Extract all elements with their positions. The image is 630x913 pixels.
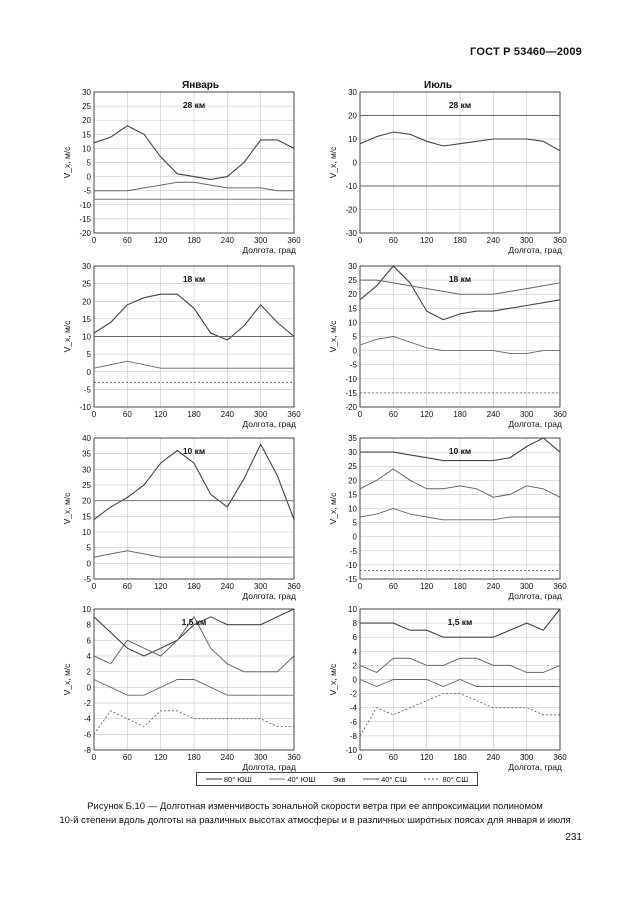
y-tick-label: 30: [348, 262, 357, 271]
y-tick-label: 10: [348, 504, 357, 514]
legend-swatch-solid: [363, 776, 379, 782]
y-tick-label: 10: [82, 332, 91, 342]
x-tick-label: 360: [553, 753, 567, 762]
x-tick-label: 120: [153, 582, 168, 591]
y-tick-label: 40: [82, 434, 91, 443]
y-axis-label: V_x, м/с: [328, 663, 338, 696]
x-tick-label: 60: [388, 582, 398, 591]
x-tick-label: 300: [253, 582, 268, 591]
x-tick-label: 60: [122, 753, 132, 762]
figure-caption: [30, 800, 600, 828]
y-tick-label: 15: [348, 304, 357, 314]
x-tick-label: 240: [220, 236, 235, 245]
y-tick-label: 25: [82, 102, 91, 112]
column-title-january: Январь: [182, 80, 220, 91]
y-tick-label: 10: [348, 318, 357, 328]
x-tick-label: 60: [122, 410, 132, 419]
caption-line: Рисунок Б.10 — Долготная изменчивость зональной скорости ветра при ее аппроксимации полиномом: [87, 801, 543, 812]
y-tick-label: -5: [83, 186, 91, 196]
y-tick-label: 30: [348, 88, 357, 97]
y-axis-label: V_x, м/с: [328, 320, 338, 353]
y-tick-label: -30: [345, 229, 357, 238]
x-tick-label: 240: [220, 582, 235, 591]
x-tick-label: 240: [486, 236, 501, 245]
chart-panel-jul-10km: [318, 434, 567, 601]
x-tick-label: 0: [357, 236, 363, 245]
y-tick-label: -15: [79, 214, 91, 224]
y-tick-label: 5: [86, 350, 91, 360]
chart-svg: [52, 262, 301, 429]
legend-item: [206, 775, 252, 784]
chart-svg: [52, 434, 301, 601]
chart-svg: [318, 605, 567, 772]
x-tick-label: 180: [187, 236, 201, 245]
altitude-label: 28 км: [182, 100, 206, 110]
y-tick-label: 0: [352, 346, 357, 356]
y-tick-label: 20: [82, 116, 91, 126]
legend-swatch-solid: [269, 776, 285, 782]
x-tick-label: 120: [153, 753, 168, 762]
y-tick-label: -8: [349, 731, 357, 741]
y-tick-label: 35: [348, 434, 357, 443]
y-tick-label: 35: [82, 449, 91, 459]
x-tick-label: 360: [287, 582, 301, 591]
y-tick-label: 0: [86, 559, 91, 569]
x-tick-label: 120: [419, 410, 434, 419]
y-tick-label: 2: [352, 661, 357, 671]
y-tick-label: 8: [352, 619, 357, 629]
chart-panel-jan-1-5km: [52, 605, 301, 772]
x-tick-label: 120: [153, 410, 168, 419]
y-tick-label: -5: [349, 360, 357, 370]
x-tick-label: 60: [388, 410, 398, 419]
x-axis-label: Долгота, град: [508, 762, 562, 772]
y-tick-label: 25: [348, 462, 357, 472]
x-tick-label: 60: [388, 753, 398, 762]
legend-swatch-solid: [206, 776, 222, 782]
y-tick-label: 4: [352, 647, 357, 657]
x-axis-label: Долгота, град: [508, 591, 562, 601]
chart-panel-jan-18km: [52, 262, 301, 429]
x-tick-label: 360: [287, 753, 301, 762]
chart-panel-jan-28km: [52, 88, 301, 255]
y-axis-label: V_x, м/с: [62, 146, 72, 179]
y-tick-label: -4: [349, 703, 357, 713]
x-tick-label: 0: [357, 582, 363, 591]
chart-panel-jan-10km: [52, 434, 301, 601]
y-tick-label: -15: [345, 388, 357, 398]
y-tick-label: 0: [352, 532, 357, 542]
y-tick-label: -2: [349, 689, 357, 699]
y-tick-label: 0: [86, 683, 91, 693]
y-tick-label: -2: [83, 699, 91, 708]
x-tick-label: 300: [519, 410, 534, 419]
y-tick-label: -8: [83, 746, 91, 755]
column-title-july: Июль: [424, 80, 452, 91]
y-tick-label: -10: [79, 200, 91, 210]
x-tick-label: 0: [91, 410, 97, 419]
legend-label: 80° СШ: [442, 774, 469, 784]
legend-label: 40° СШ: [381, 774, 407, 784]
y-axis-label: V_x, м/с: [62, 320, 72, 353]
chart-svg: [318, 434, 567, 601]
altitude-label: 10 км: [448, 446, 472, 456]
x-axis-label: Долгота, град: [242, 419, 296, 429]
y-tick-label: -15: [345, 575, 357, 584]
y-tick-label: 6: [352, 633, 357, 643]
y-tick-label: 8: [86, 620, 91, 630]
x-tick-label: 180: [187, 410, 201, 419]
y-tick-label: 10: [82, 605, 91, 614]
y-tick-label: 20: [82, 297, 91, 307]
x-tick-label: 240: [220, 753, 235, 762]
x-tick-label: 360: [553, 410, 567, 419]
y-tick-label: 4: [86, 652, 91, 661]
y-tick-label: -10: [79, 403, 91, 412]
page-number: 231: [565, 832, 582, 843]
x-tick-label: 300: [253, 753, 268, 762]
x-tick-label: 360: [287, 410, 301, 419]
y-tick-label: -10: [345, 746, 357, 755]
y-tick-label: -5: [349, 546, 357, 556]
y-tick-label: -10: [345, 374, 357, 384]
y-tick-label: 0: [352, 675, 357, 685]
altitude-label: 18 км: [182, 274, 206, 284]
x-tick-label: 60: [388, 236, 398, 245]
chart-panel-jul-1-5km: [318, 605, 567, 772]
x-tick-label: 0: [357, 410, 363, 419]
legend-label: 80° ЮШ: [223, 774, 252, 784]
x-axis-label: Долгота, град: [242, 762, 296, 772]
y-tick-label: 15: [82, 512, 91, 522]
altitude-label: 10 км: [182, 446, 206, 456]
x-tick-label: 180: [453, 753, 467, 762]
x-tick-label: 360: [553, 236, 567, 245]
x-tick-label: 180: [453, 410, 467, 419]
y-tick-label: 20: [348, 111, 357, 121]
y-tick-label: 20: [82, 496, 91, 506]
y-tick-label: -10: [345, 182, 357, 191]
legend-label: 40° ЮШ: [287, 774, 316, 784]
legend: [196, 772, 478, 786]
y-axis-label: V_x, м/с: [62, 663, 72, 696]
y-tick-label: -6: [83, 730, 91, 740]
legend-label: Экв: [332, 774, 346, 784]
y-tick-label: 5: [86, 543, 91, 553]
y-tick-label: 5: [86, 158, 91, 168]
x-tick-label: 120: [419, 236, 434, 245]
x-tick-label: 0: [91, 753, 97, 762]
x-tick-label: 300: [519, 582, 534, 591]
altitude-label: 28 км: [448, 100, 472, 110]
x-tick-label: 300: [519, 236, 534, 245]
y-tick-label: 5: [352, 332, 357, 342]
y-tick-label: 30: [348, 448, 357, 458]
x-tick-label: 60: [122, 236, 132, 245]
legend-swatch-dash: [424, 776, 440, 782]
y-tick-label: 5: [352, 518, 357, 528]
legend-item: [424, 775, 468, 784]
x-tick-label: 240: [220, 410, 235, 419]
x-axis-label: Долгота, град: [242, 591, 296, 601]
y-tick-label: 30: [82, 465, 91, 475]
x-tick-label: 180: [187, 753, 201, 762]
y-tick-label: 25: [82, 279, 91, 289]
y-tick-label: -5: [83, 575, 91, 584]
document-header: ГОСТ Р 53460—2009: [470, 46, 582, 58]
y-tick-label: 2: [86, 667, 91, 677]
x-axis-label: Долгота, град: [508, 419, 562, 429]
chart-svg: [52, 88, 301, 255]
x-axis-label: Долгота, град: [508, 245, 562, 255]
y-tick-label: 15: [82, 314, 91, 324]
caption-line: 10-й степени вдоль долготы на различных высотах атмосферы и в различных широтных поясах для января и июля: [59, 815, 571, 826]
y-tick-label: 10: [82, 144, 91, 154]
x-tick-label: 240: [486, 410, 501, 419]
x-tick-label: 300: [519, 753, 534, 762]
chart-svg: [52, 605, 301, 772]
x-tick-label: 300: [253, 410, 268, 419]
altitude-label: 18 км: [448, 274, 472, 284]
legend-item: [333, 775, 346, 784]
y-tick-label: 15: [348, 490, 357, 500]
x-tick-label: 120: [419, 582, 434, 591]
x-tick-label: 180: [187, 582, 201, 591]
y-axis-label: V_x, м/с: [328, 146, 338, 179]
y-tick-label: 0: [86, 172, 91, 182]
y-tick-label: 30: [82, 262, 91, 271]
x-tick-label: 360: [287, 236, 301, 245]
y-tick-label: 10: [82, 528, 91, 537]
chart-panel-jul-18km: [318, 262, 567, 429]
y-tick-label: 10: [348, 605, 357, 614]
x-tick-label: 360: [553, 582, 567, 591]
y-tick-label: 6: [86, 636, 91, 646]
x-tick-label: 240: [486, 753, 501, 762]
x-tick-label: 300: [253, 236, 268, 245]
x-tick-label: 180: [453, 582, 467, 591]
y-tick-label: 15: [82, 130, 91, 140]
y-tick-label: -6: [349, 717, 357, 727]
chart-svg: [318, 262, 567, 429]
x-axis-label: Долгота, град: [242, 245, 296, 255]
y-tick-label: 30: [82, 88, 91, 97]
y-tick-label: -20: [345, 205, 357, 215]
y-tick-label: 0: [352, 158, 357, 168]
x-tick-label: 180: [453, 236, 467, 245]
altitude-label: 1,5 км: [447, 617, 473, 627]
y-axis-label: V_x, м/с: [62, 492, 72, 525]
x-tick-label: 0: [357, 753, 363, 762]
y-tick-label: -10: [345, 560, 357, 570]
y-tick-label: 25: [348, 276, 357, 286]
x-tick-label: 120: [153, 236, 168, 245]
x-tick-label: 60: [122, 582, 132, 591]
altitude-label: 1,5 км: [181, 617, 207, 627]
y-tick-label: 25: [82, 481, 91, 490]
y-tick-label: -4: [83, 714, 91, 724]
x-tick-label: 120: [419, 753, 434, 762]
y-axis-label: V_x, м/с: [328, 492, 338, 525]
legend-item: [363, 775, 407, 784]
y-tick-label: -20: [345, 403, 357, 412]
chart-panel-jul-28km: [318, 88, 567, 255]
y-tick-label: 20: [348, 476, 357, 486]
x-tick-label: 240: [486, 582, 501, 591]
x-tick-label: 0: [91, 582, 97, 591]
legend-item: [269, 775, 315, 784]
y-tick-label: 20: [348, 290, 357, 300]
y-tick-label: 10: [348, 135, 357, 144]
chart-svg: [318, 88, 567, 255]
y-tick-label: 0: [86, 367, 91, 377]
x-tick-label: 0: [91, 236, 97, 245]
y-tick-label: -20: [79, 229, 91, 238]
y-tick-label: -5: [83, 385, 91, 395]
